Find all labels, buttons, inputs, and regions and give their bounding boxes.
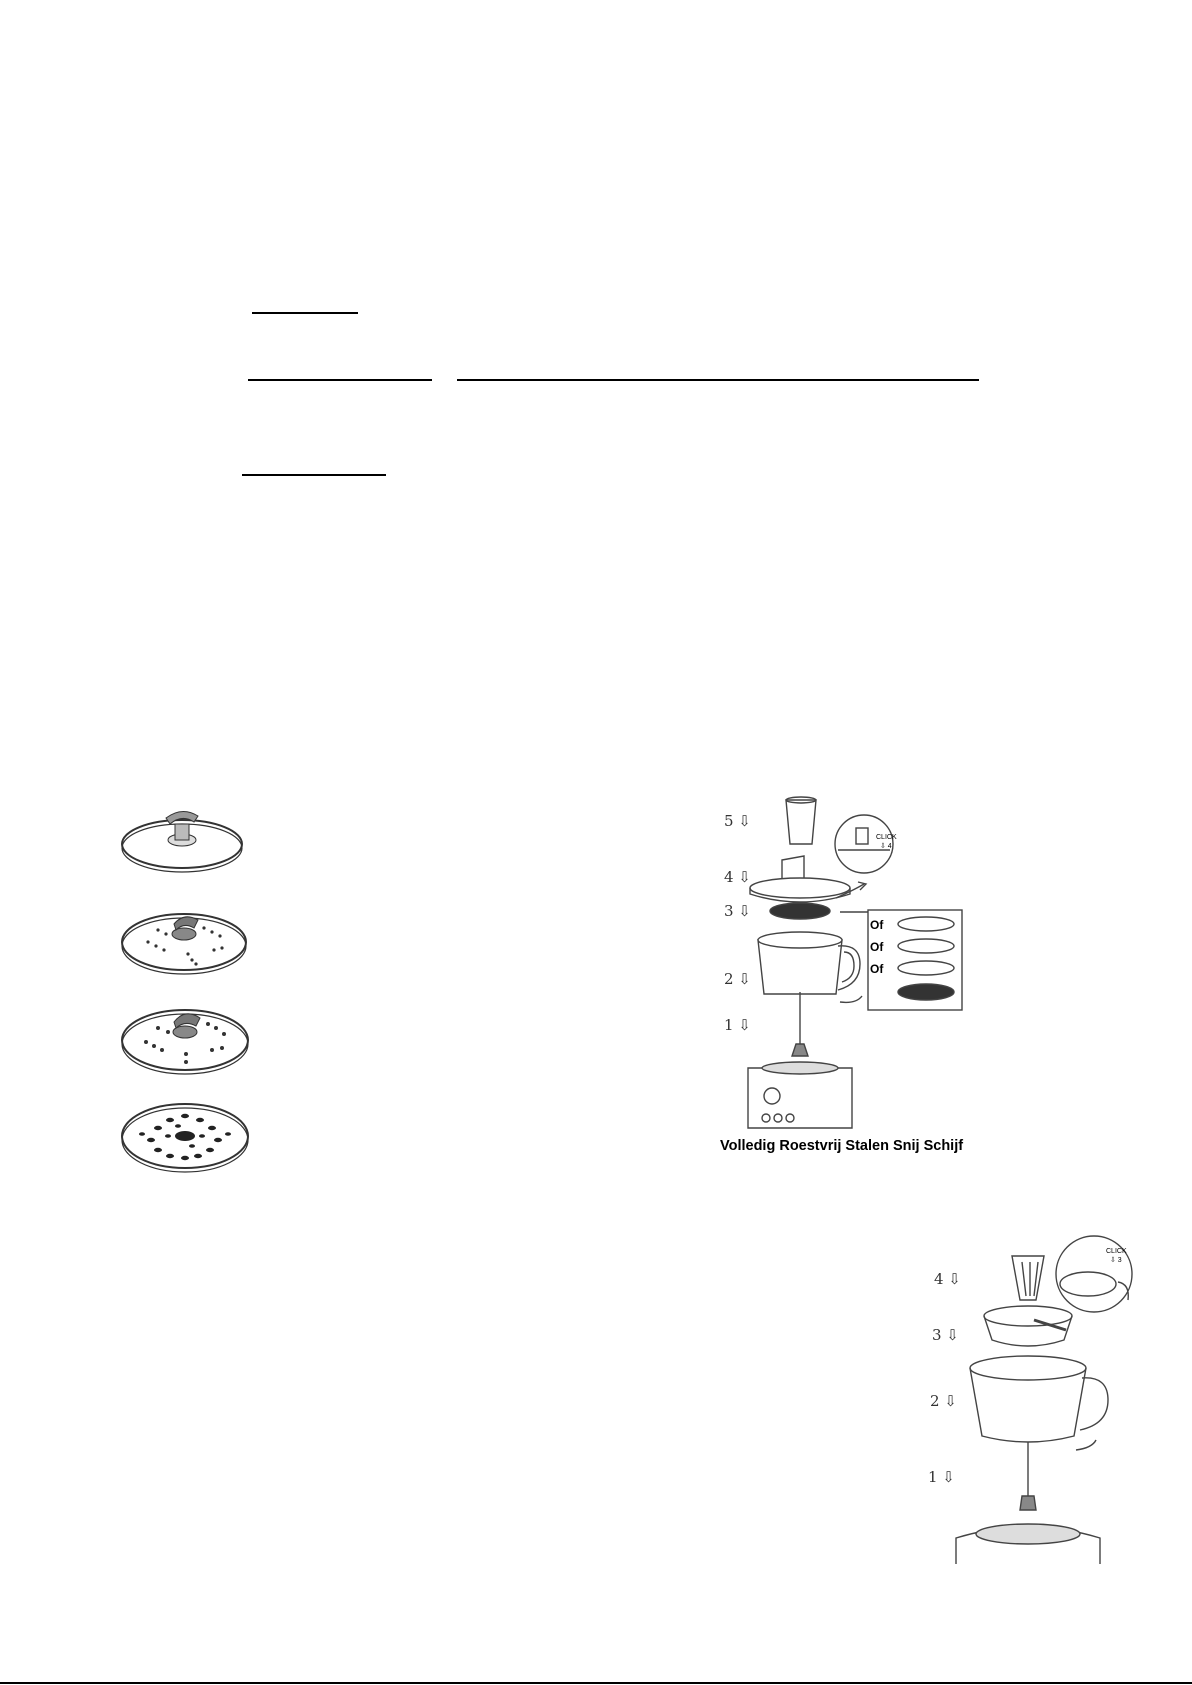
juicer-step-1-label: 1 ⇩ bbox=[928, 1468, 955, 1486]
juicer-click-arrow: ⇩ 3 bbox=[1110, 1257, 1122, 1264]
underline-rule-3 bbox=[457, 379, 979, 381]
juicer-click-word: CLICK bbox=[1106, 1248, 1127, 1255]
disc-assembly-figure bbox=[720, 794, 980, 1162]
underline-rule-2 bbox=[248, 379, 432, 381]
grating-disc-illustration bbox=[118, 1088, 252, 1174]
disc-step-4-label: 4 ⇩ bbox=[724, 868, 751, 886]
juicer-step-2-label: 2 ⇩ bbox=[930, 1392, 957, 1410]
juicer-step-4-label: 4 ⇩ bbox=[934, 1270, 961, 1288]
alternative-label-3: Of bbox=[870, 962, 884, 976]
disc-step-2-label: 2 ⇩ bbox=[724, 970, 751, 988]
alternative-label-2: Of bbox=[870, 940, 884, 954]
slicing-disc-illustration bbox=[118, 798, 246, 874]
disc-assembly-caption: Volledig Roestvrij Stalen Snij Schijf bbox=[720, 1138, 964, 1154]
disc-step-5-label: 5 ⇩ bbox=[724, 812, 751, 830]
shredding-disc-coarse-illustration bbox=[118, 994, 252, 1078]
disc-assembly-line-art bbox=[720, 794, 980, 1134]
underline-rule-4 bbox=[242, 474, 386, 476]
shredding-disc-fine-illustration bbox=[118, 898, 250, 978]
disc-click-arrow: ⇩ 4 bbox=[880, 843, 892, 850]
juicer-step-3-label: 3 ⇩ bbox=[932, 1326, 959, 1344]
juicer-assembly-line-art bbox=[926, 1234, 1150, 1564]
disc-step-1-label: 1 ⇩ bbox=[724, 1016, 751, 1034]
alternative-label-1: Of bbox=[870, 918, 884, 932]
disc-step-3-label: 3 ⇩ bbox=[724, 902, 751, 920]
disc-click-word: CLICK bbox=[876, 834, 897, 841]
underline-rule-1 bbox=[252, 312, 358, 314]
juicer-assembly-figure bbox=[926, 1234, 1150, 1564]
page-footer-rule bbox=[0, 1682, 1192, 1684]
